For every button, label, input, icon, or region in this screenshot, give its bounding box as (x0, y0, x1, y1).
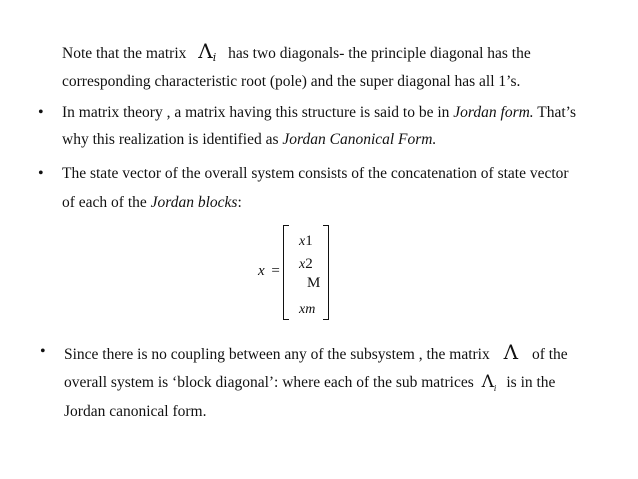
entry-index: m (305, 302, 316, 317)
bullet-marker: • (38, 165, 44, 182)
lambda-symbol: Λ (503, 340, 519, 364)
lhs-variable: x (258, 263, 265, 279)
matrix-entry (307, 275, 320, 291)
entry-index: 2 (305, 256, 313, 272)
paragraph-1-line-1 (62, 41, 531, 65)
text: of each of the (62, 194, 147, 211)
text: has two diagonals- the principle diagonal has the (228, 45, 531, 62)
lambda-i-symbol (482, 372, 497, 392)
equals-sign: = (271, 263, 280, 279)
emphasis-jordan-blocks: Jordan blocks (150, 194, 238, 211)
text: : (237, 194, 242, 211)
bullet-marker: • (40, 343, 46, 360)
bullet-3-line-1 (64, 342, 568, 365)
subscript-i: i (493, 384, 497, 393)
text: overall system is ‘block diagonal’: where each of the sub matrices (64, 374, 474, 391)
subscript-i: i (212, 51, 217, 64)
bullet-1-line-2 (62, 130, 436, 150)
matrix-entry (299, 301, 315, 318)
text: That’s (537, 104, 577, 121)
matrix-entry (299, 233, 313, 250)
entry-var: x (299, 257, 306, 272)
entry-index: M (307, 275, 321, 291)
text: why this realization is identified as (62, 131, 279, 148)
bullet-marker: • (38, 104, 44, 121)
bullet-2-line-2 (62, 193, 242, 213)
bullet-2-line-1 (62, 164, 569, 184)
text: Jordan canonical form. (64, 403, 207, 420)
bullet-1-line-1 (62, 103, 576, 123)
entry-var: x (299, 234, 306, 249)
text: Note that the matrix (62, 45, 187, 62)
state-vector-matrix (283, 225, 329, 320)
text: of the (531, 346, 568, 363)
emphasis-jordan-form: Jordan form. (453, 104, 534, 121)
paragraph-1-line-2 (62, 72, 520, 92)
text: The state vector of the overall system consists of the concatenation of state vector (62, 165, 569, 182)
text: is in the (506, 374, 556, 391)
matrix-entry (299, 256, 313, 273)
lambda-i-symbol (198, 39, 216, 63)
lambda-glyph: Λ (481, 372, 494, 392)
entry-var: x (299, 302, 306, 317)
text: In matrix theory , a matrix having this structure is said to be in (62, 104, 450, 121)
lambda-glyph: Λ (198, 39, 213, 63)
text: corresponding characteristic root (pole) and the super diagonal has all 1’s. (62, 73, 521, 90)
emphasis-jordan-canonical-form: Jordan Canonical Form. (282, 131, 437, 148)
bullet-3-line-3 (64, 402, 206, 422)
state-vector-lhs (258, 263, 280, 279)
bullet-3-line-2 (64, 372, 555, 395)
entry-index: 1 (305, 233, 313, 249)
text: Since there is no coupling between any of the subsystem , the matrix (64, 346, 490, 363)
